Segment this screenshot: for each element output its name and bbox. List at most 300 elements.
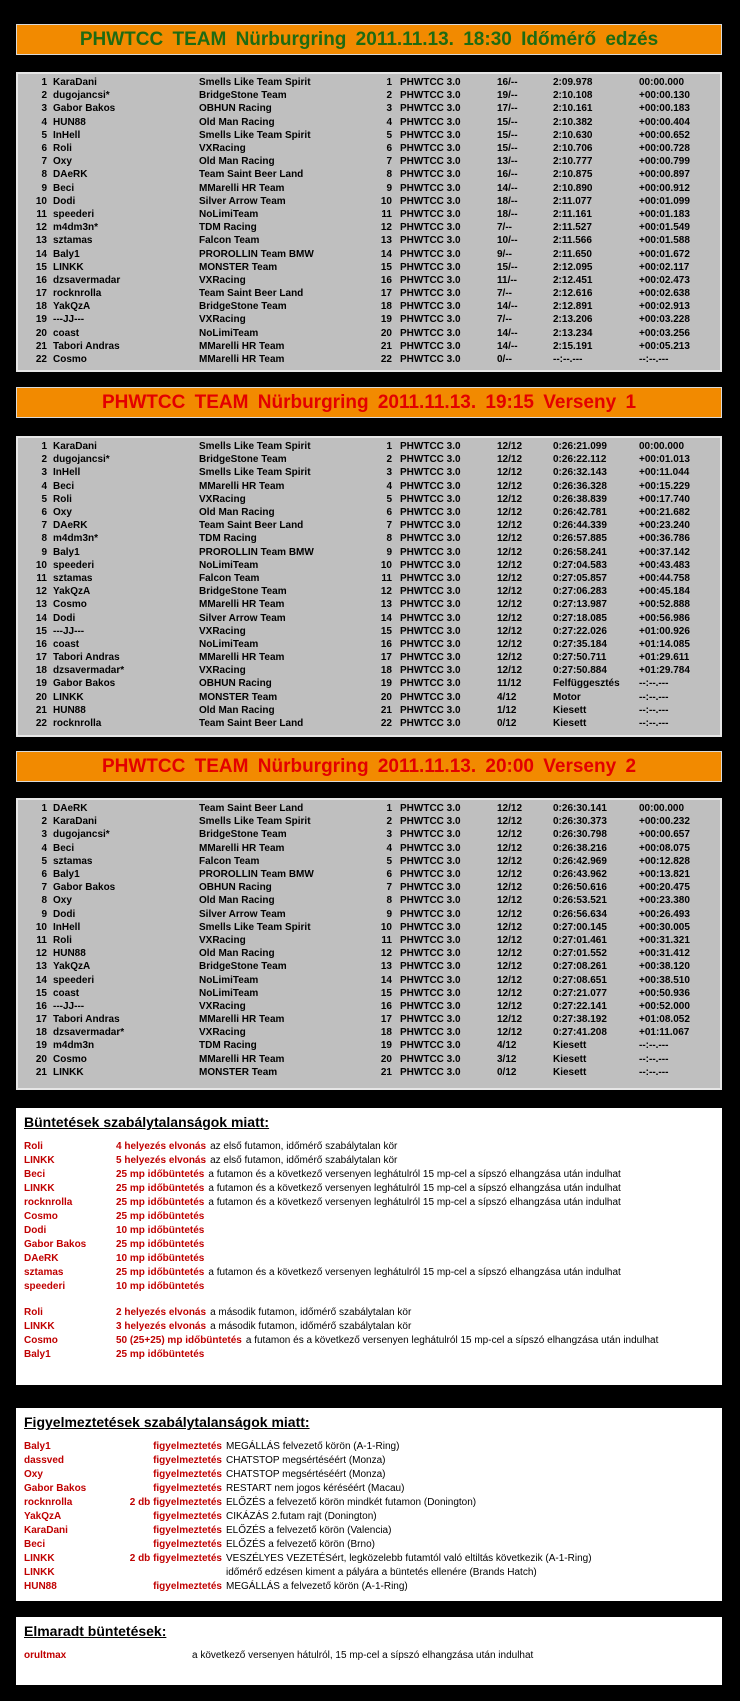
list-item — [24, 1280, 714, 1294]
cell-team: Team Saint Beer Land — [199, 169, 304, 181]
cell-driver: Roli — [53, 143, 72, 155]
cell-driver: Dodi — [53, 195, 76, 207]
cell-car-number: 19 — [380, 1040, 392, 1052]
cell-position: 16 — [35, 638, 47, 650]
table-row — [24, 1066, 719, 1079]
cell-position: 18 — [35, 1027, 47, 1039]
cell-car: PHWTCC 3.0 — [400, 327, 461, 339]
cell-time: 2:13.206 — [553, 314, 593, 326]
cell-gap: +00:56.986 — [639, 612, 690, 624]
cell-time: 0:26:32.143 — [553, 467, 607, 479]
cell-team: Smells Like Team Spirit — [199, 129, 311, 141]
cell-car-number: 6 — [386, 869, 392, 881]
cell-position: 18 — [35, 301, 47, 313]
cell-car-number: 16 — [380, 638, 392, 650]
cell-car: PHWTCC 3.0 — [400, 665, 461, 677]
cell-position: 8 — [41, 533, 47, 545]
cell-time: 0:26:57.885 — [553, 533, 607, 545]
cell-driver: YakQzA — [53, 961, 91, 973]
cell-car: PHWTCC 3.0 — [400, 248, 461, 260]
cell-laps: 12/12 — [497, 921, 523, 933]
cell-team: VXRacing — [199, 665, 246, 677]
warning-type: figyelmeztetés — [153, 1539, 222, 1550]
cell-time: 0:26:36.328 — [553, 480, 607, 492]
cell-driver: dugojancsi* — [53, 829, 110, 841]
cell-gap: +00:43.483 — [639, 559, 690, 571]
cell-position: 12 — [35, 586, 47, 598]
cell-laps: 12/12 — [497, 612, 523, 624]
cell-position: 12 — [35, 222, 47, 234]
cell-car: PHWTCC 3.0 — [400, 129, 461, 141]
table-row — [24, 842, 719, 855]
cell-car-number: 16 — [380, 1000, 392, 1012]
table-row — [24, 327, 719, 340]
cell-car-number: 5 — [386, 855, 392, 867]
cell-position: 1 — [41, 803, 47, 815]
cell-laps: 15/-- — [497, 116, 518, 128]
cell-car: PHWTCC 3.0 — [400, 261, 461, 273]
qualifying-banner: PHWTCC TEAM Nürburgring 2011.11.13. 18:30 Időmérő edzés — [16, 24, 722, 55]
warnings-list — [24, 1440, 714, 1594]
cell-car: PHWTCC 3.0 — [400, 961, 461, 973]
cell-time: 0:27:50.711 — [553, 652, 607, 664]
cell-time: 2:10.875 — [553, 169, 593, 181]
cell-laps: 12/12 — [497, 533, 523, 545]
table-row — [24, 572, 719, 585]
cell-driver: dzsavermadar* — [53, 665, 125, 677]
table-row — [24, 247, 719, 260]
list-item — [24, 1154, 714, 1168]
cell-position: 17 — [35, 288, 47, 300]
table-row — [24, 638, 719, 651]
cell-time: 0:27:18.085 — [553, 612, 607, 624]
cell-time: 0:27:08.261 — [553, 961, 607, 973]
penalties-panel — [16, 1108, 722, 1385]
warning-type: figyelmeztetés — [153, 1511, 222, 1522]
cell-car: PHWTCC 3.0 — [400, 116, 461, 128]
cell-car-number: 14 — [380, 974, 392, 986]
cell-time: 2:11.527 — [553, 222, 592, 234]
cell-car: PHWTCC 3.0 — [400, 467, 461, 479]
cell-car: PHWTCC 3.0 — [400, 314, 461, 326]
cell-car: PHWTCC 3.0 — [400, 934, 461, 946]
list-item — [24, 1238, 714, 1252]
cell-team: Old Man Racing — [199, 704, 275, 716]
cell-car: PHWTCC 3.0 — [400, 546, 461, 558]
cell-gap: +00:00.799 — [639, 156, 690, 168]
cell-team: MMarelli HR Team — [199, 842, 285, 854]
cell-team: Falcon Team — [199, 572, 260, 584]
cell-gap: +00:03.228 — [639, 314, 690, 326]
cell-team: PROROLLIN Team BMW — [199, 869, 314, 881]
cell-car-number: 14 — [380, 248, 392, 260]
cell-car-number: 19 — [380, 678, 392, 690]
cell-team: Team Saint Beer Land — [199, 803, 304, 815]
cell-laps: 12/12 — [497, 638, 523, 650]
cell-team: Falcon Team — [199, 235, 260, 247]
cell-laps: 12/12 — [497, 625, 523, 637]
cell-gap: +01:14.085 — [639, 638, 690, 650]
cell-time: 0:27:35.184 — [553, 638, 607, 650]
cell-time: 0:27:01.461 — [553, 934, 607, 946]
cell-time: 2:12.451 — [553, 274, 593, 286]
cell-driver: m4dm3n* — [53, 222, 99, 234]
table-row — [24, 908, 719, 921]
table-row — [24, 519, 719, 532]
cell-driver: Tabori Andras — [53, 1014, 120, 1026]
cell-laps: 12/12 — [497, 1014, 523, 1026]
cell-car-number: 1 — [386, 441, 392, 453]
cell-car-number: 6 — [386, 143, 392, 155]
cell-gap: +00:20.475 — [639, 882, 690, 894]
cell-car: PHWTCC 3.0 — [400, 1027, 461, 1039]
cell-position: 20 — [35, 1053, 47, 1065]
cell-position: 22 — [35, 718, 47, 730]
cell-driver: HUN88 — [53, 704, 86, 716]
cell-laps: 0/-- — [497, 354, 512, 366]
penalty-type: 3 helyezés elvonás — [116, 1321, 207, 1332]
cell-gap: --:--.--- — [639, 691, 669, 703]
cell-driver: Baly1 — [53, 869, 80, 881]
warnings-title: Figyelmeztetések szabálytalanságok miatt: — [24, 1414, 310, 1430]
table-row — [24, 506, 719, 519]
driver-name: Roli — [24, 1141, 43, 1152]
cell-gap: +00:08.075 — [639, 842, 690, 854]
cell-driver: DAeRK — [53, 520, 88, 532]
cell-team: VXRacing — [199, 274, 246, 286]
list-item — [24, 1196, 714, 1210]
cell-team: MMarelli HR Team — [199, 182, 285, 194]
penalty-type: 5 helyezés elvonás — [116, 1155, 207, 1166]
cell-car: PHWTCC 3.0 — [400, 354, 461, 366]
table-row — [24, 987, 719, 1000]
cell-car-number: 22 — [380, 718, 392, 730]
table-row — [24, 466, 719, 479]
cell-car-number: 15 — [380, 987, 392, 999]
cell-position: 4 — [41, 480, 47, 492]
table-row — [24, 1000, 719, 1013]
cell-team: BridgeStone Team — [199, 90, 287, 102]
cell-team: PROROLLIN Team BMW — [199, 546, 314, 558]
cell-laps: 12/12 — [497, 493, 523, 505]
cell-driver: dzsavermadar — [53, 274, 121, 286]
cell-gap: +00:01.588 — [639, 235, 690, 247]
table-row — [24, 287, 719, 300]
cell-time: 2:12.616 — [553, 288, 593, 300]
cell-laps: 14/-- — [497, 327, 518, 339]
cell-time: Motor — [553, 691, 581, 703]
driver-name: Dodi — [24, 1225, 47, 1236]
cell-team: Silver Arrow Team — [199, 612, 286, 624]
penalty-description: a futamon és a következő versenyen leghátulról 15 mp-cel a sípszó elhangzása után indulhat — [208, 1169, 621, 1180]
cell-driver: dzsavermadar* — [53, 1027, 125, 1039]
cell-team: PROROLLIN Team BMW — [199, 248, 314, 260]
cell-laps: 18/-- — [497, 208, 518, 220]
cell-laps: 12/12 — [497, 974, 523, 986]
cell-laps: 15/-- — [497, 143, 518, 155]
cell-time: Kiesett — [553, 1053, 587, 1065]
driver-name: YakQzA — [24, 1511, 62, 1522]
cell-time: 2:10.382 — [553, 116, 593, 128]
table-row — [24, 947, 719, 960]
cell-gap: +00:03.256 — [639, 327, 690, 339]
cell-car-number: 12 — [380, 948, 392, 960]
cell-driver: Gabor Bakos — [53, 678, 116, 690]
table-row — [24, 76, 719, 89]
cell-position: 17 — [35, 1014, 47, 1026]
cell-car: PHWTCC 3.0 — [400, 908, 461, 920]
cell-gap: +00:12.828 — [639, 855, 690, 867]
cell-position: 19 — [35, 1040, 47, 1052]
driver-name: dassved — [24, 1455, 65, 1466]
cell-time: 0:26:44.339 — [553, 520, 607, 532]
cell-gap: +00:02.473 — [639, 274, 690, 286]
table-row — [24, 802, 719, 815]
cell-position: 11 — [36, 208, 47, 220]
cell-driver: InHell — [53, 921, 81, 933]
cell-gap: +00:17.740 — [639, 493, 690, 505]
cell-gap: --:--.--- — [639, 704, 669, 716]
cell-car-number: 2 — [386, 90, 392, 102]
cell-driver: InHell — [53, 467, 81, 479]
cell-car: PHWTCC 3.0 — [400, 182, 461, 194]
cell-laps: 12/12 — [497, 1000, 523, 1012]
cell-position: 7 — [41, 156, 47, 168]
driver-name: Baly1 — [24, 1349, 51, 1360]
cell-car: PHWTCC 3.0 — [400, 718, 461, 730]
cell-car-number: 7 — [386, 156, 392, 168]
cell-gap: +00:01.672 — [639, 248, 690, 260]
cell-driver: Baly1 — [53, 248, 80, 260]
penalty-description: a futamon és a következő versenyen leghátulról 15 mp-cel a sípszó elhangzása után indulhat — [208, 1183, 621, 1194]
cell-time: 0:27:13.987 — [553, 599, 607, 611]
warning-type: figyelmeztetés — [153, 1581, 222, 1592]
cell-position: 6 — [41, 869, 47, 881]
cell-laps: 12/12 — [497, 599, 523, 611]
list-item — [24, 1482, 714, 1496]
cell-car-number: 15 — [380, 625, 392, 637]
cell-time: 0:26:38.216 — [553, 842, 607, 854]
cell-driver: Roli — [53, 493, 72, 505]
table-row — [24, 717, 719, 730]
cell-laps: 12/12 — [497, 934, 523, 946]
cell-team: BridgeStone Team — [199, 454, 287, 466]
penalties-list-2 — [24, 1306, 714, 1362]
penalties-title: Büntetések szabálytalanságok miatt: — [24, 1114, 270, 1130]
cell-time: 2:11.161 — [553, 208, 592, 220]
cell-position: 2 — [41, 816, 47, 828]
cell-driver: speederi — [53, 974, 95, 986]
cell-car-number: 13 — [380, 235, 392, 247]
cell-laps: 15/-- — [497, 129, 518, 141]
cell-position: 19 — [35, 678, 47, 690]
table-row — [24, 274, 719, 287]
cell-driver: LINKK — [53, 261, 84, 273]
table-row — [24, 651, 719, 664]
cell-position: 13 — [35, 599, 47, 611]
cell-car-number: 1 — [386, 803, 392, 815]
cell-driver: Gabor Bakos — [53, 103, 116, 115]
cell-gap: --:--.--- — [639, 1053, 669, 1065]
cell-car-number: 13 — [380, 599, 392, 611]
cell-driver: dugojancsi* — [53, 90, 110, 102]
cell-position: 1 — [41, 441, 47, 453]
table-row — [24, 973, 719, 986]
cell-time: 0:27:04.583 — [553, 559, 607, 571]
cell-time: 0:27:01.552 — [553, 948, 607, 960]
cell-gap: +00:52.888 — [639, 599, 690, 611]
cell-gap: +00:00.404 — [639, 116, 690, 128]
cell-time: Kiesett — [553, 1040, 587, 1052]
cell-laps: 14/-- — [497, 182, 518, 194]
cell-car: PHWTCC 3.0 — [400, 586, 461, 598]
cell-position: 21 — [35, 704, 47, 716]
cell-driver: ---JJ--- — [53, 314, 85, 326]
cell-team: Old Man Racing — [199, 895, 275, 907]
cell-position: 9 — [41, 908, 47, 920]
list-item — [24, 1468, 714, 1482]
cell-laps: 12/12 — [497, 855, 523, 867]
cell-team: VXRacing — [199, 625, 246, 637]
cell-laps: 4/12 — [497, 691, 517, 703]
cell-gap: +00:01.099 — [639, 195, 690, 207]
cell-gap: +00:15.229 — [639, 480, 690, 492]
cell-time: --:--.--- — [553, 354, 583, 366]
cell-gap: +00:31.321 — [639, 934, 690, 946]
cell-laps: 14/-- — [497, 340, 518, 352]
penalty-description: a futamon és a következő versenyen leghátulról 15 mp-cel a sípszó elhangzása után indulhat — [208, 1197, 621, 1208]
cell-car-number: 21 — [380, 704, 392, 716]
warning-description: MEGÁLLÁS a felvezető körön (A-1-Ring) — [226, 1581, 408, 1592]
cell-car-number: 20 — [380, 327, 392, 339]
cell-position: 10 — [35, 921, 47, 933]
cell-team: BridgeStone Team — [199, 301, 287, 313]
cell-driver: Oxy — [53, 156, 72, 168]
warning-type: 2 db figyelmeztetés — [129, 1497, 222, 1508]
table-row — [24, 625, 719, 638]
cell-laps: 12/12 — [497, 908, 523, 920]
cell-car: PHWTCC 3.0 — [400, 803, 461, 815]
cell-car: PHWTCC 3.0 — [400, 625, 461, 637]
cell-car: PHWTCC 3.0 — [400, 195, 461, 207]
driver-name: LINKK — [24, 1553, 55, 1564]
penalty-type: 50 (25+25) mp időbüntetés — [116, 1335, 242, 1346]
cell-car-number: 8 — [386, 169, 392, 181]
warning-type: figyelmeztetés — [153, 1525, 222, 1536]
cell-car: PHWTCC 3.0 — [400, 1066, 461, 1078]
cell-laps: 12/12 — [497, 480, 523, 492]
cell-team: Falcon Team — [199, 855, 260, 867]
cell-laps: 15/-- — [497, 261, 518, 273]
penalty-type: 10 mp időbüntetés — [116, 1253, 205, 1264]
table-row — [24, 828, 719, 841]
cell-position: 20 — [35, 691, 47, 703]
cell-driver: Tabori Andras — [53, 340, 120, 352]
cell-team: VXRacing — [199, 1027, 246, 1039]
table-row — [24, 921, 719, 934]
cell-gap: +00:21.682 — [639, 507, 690, 519]
cell-car: PHWTCC 3.0 — [400, 169, 461, 181]
cell-driver: sztamas — [53, 572, 93, 584]
cell-team: Smells Like Team Spirit — [199, 921, 311, 933]
cell-car-number: 11 — [381, 208, 392, 220]
cell-gap: +00:13.821 — [639, 869, 690, 881]
driver-name: Beci — [24, 1539, 46, 1550]
cell-car-number: 18 — [380, 665, 392, 677]
cell-gap: --:--.--- — [639, 678, 669, 690]
cell-gap: --:--.--- — [639, 1066, 669, 1078]
table-row — [24, 155, 719, 168]
cell-car-number: 10 — [380, 559, 392, 571]
driver-name: Roli — [24, 1307, 43, 1318]
penalty-type: 25 mp időbüntetés — [116, 1267, 205, 1278]
cell-gap: +01:08.052 — [639, 1014, 690, 1026]
warning-description: CHATSTOP megsértéséért (Monza) — [226, 1469, 386, 1480]
cell-position: 14 — [35, 612, 47, 624]
driver-name: LINKK — [24, 1321, 55, 1332]
cell-driver: Roli — [53, 934, 72, 946]
cell-time: 0:27:50.884 — [553, 665, 607, 677]
cell-position: 3 — [41, 103, 47, 115]
cell-driver: ---JJ--- — [53, 1000, 85, 1012]
table-row — [24, 116, 719, 129]
cell-car: PHWTCC 3.0 — [400, 1053, 461, 1065]
cell-car-number: 4 — [386, 842, 392, 854]
cell-time: 0:27:41.208 — [553, 1027, 607, 1039]
cell-driver: LINKK — [53, 1066, 84, 1078]
table-row — [24, 894, 719, 907]
cell-car-number: 12 — [380, 586, 392, 598]
table-row — [24, 559, 719, 572]
cell-car-number: 9 — [386, 908, 392, 920]
cell-driver: Beci — [53, 842, 75, 854]
cell-team: Silver Arrow Team — [199, 195, 286, 207]
cell-laps: 16/-- — [497, 77, 518, 89]
cell-laps: 12/12 — [497, 961, 523, 973]
cell-time: 0:26:30.798 — [553, 829, 607, 841]
cell-car-number: 13 — [380, 961, 392, 973]
driver-name: LINKK — [24, 1155, 55, 1166]
cell-position: 4 — [41, 842, 47, 854]
cell-team: TDM Racing — [199, 1040, 257, 1052]
cell-position: 8 — [41, 169, 47, 181]
cell-team: MMarelli HR Team — [199, 652, 285, 664]
cell-position: 22 — [35, 354, 47, 366]
cell-team: MMarelli HR Team — [199, 354, 285, 366]
cell-laps: 12/12 — [497, 467, 523, 479]
cell-position: 15 — [35, 987, 47, 999]
driver-name: LINKK — [24, 1183, 55, 1194]
cell-driver: HUN88 — [53, 948, 86, 960]
table-row — [24, 677, 719, 690]
cell-laps: 13/-- — [497, 156, 518, 168]
cell-position: 18 — [35, 665, 47, 677]
cell-time: 2:11.566 — [553, 235, 592, 247]
cell-gap: +00:00.728 — [639, 143, 690, 155]
table-row — [24, 440, 719, 453]
cell-driver: coast — [53, 638, 80, 650]
cell-gap: +00:50.936 — [639, 987, 690, 999]
driver-name: LINKK — [24, 1567, 55, 1578]
cell-car-number: 6 — [386, 507, 392, 519]
list-item — [24, 1440, 714, 1454]
cell-position: 10 — [35, 195, 47, 207]
cell-team: MMarelli HR Team — [199, 1053, 285, 1065]
cell-position: 2 — [41, 90, 47, 102]
cell-position: 3 — [41, 829, 47, 841]
cell-team: Old Man Racing — [199, 948, 275, 960]
table-row — [24, 1013, 719, 1026]
